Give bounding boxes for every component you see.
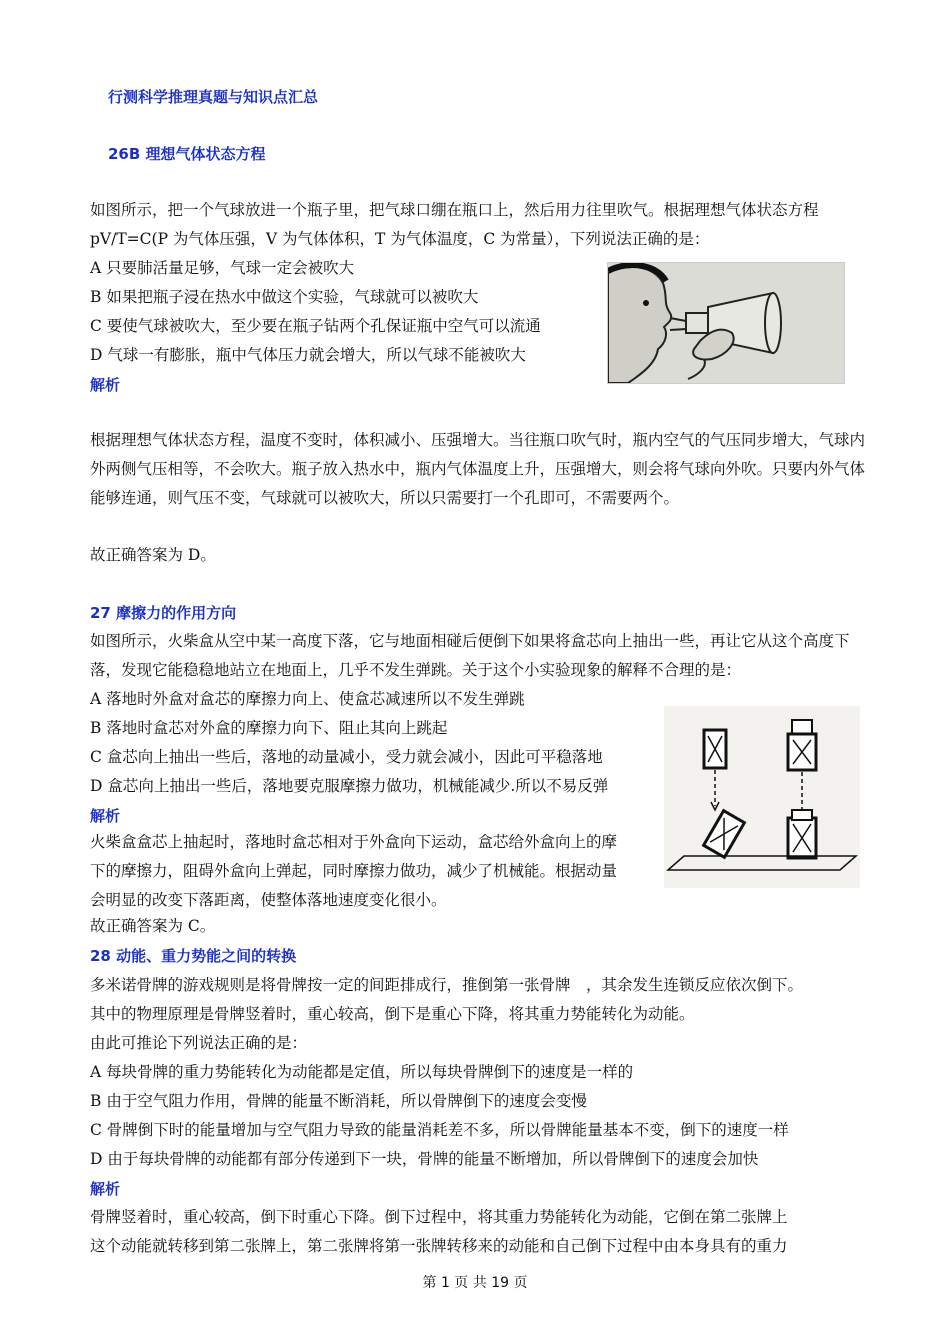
q28-analysis-line-1: 骨牌竖着时，重心较高，倒下时重心下降。倒下过程中，将其重力势能转化为动能，它倒在第二张牌上 [90, 1208, 788, 1226]
q27-analysis-line-3: 会明显的改变下落距离，使整体落地速度变化很小。 [90, 891, 447, 909]
q28-stem-line-2: 其中的物理原理是骨牌竖着时，重心较高，倒下是重心下降，将其重力势能转化为动能。 [90, 1005, 695, 1023]
q26-answer: 故正确答案为 D。 [90, 546, 216, 564]
q27-option-d: D 盒芯向上抽出一些后，落地要克服摩擦力做功，机械能减少.所以不易反弹 [90, 777, 609, 795]
q27-heading: 27 摩擦力的作用方向 [90, 604, 237, 622]
q28-option-b: B 由于空气阻力作用，骨牌的能量不断消耗，所以骨牌倒下的速度会变慢 [90, 1092, 587, 1110]
page-number: 第 1 页 共 19 页 [422, 1275, 528, 1291]
balloon-bottle-figure [607, 262, 845, 384]
q27-analysis-line-1: 火柴盒盒芯上抽起时，落地时盒芯相对于外盒向下运动，盒芯给外盒向上的摩 [90, 833, 618, 851]
balloon-bottle-illustration [608, 263, 844, 383]
document-title: 行测科学推理真题与知识点汇总 [108, 88, 319, 106]
q26-option-c: C 要使气球被吹大，至少要在瓶子钻两个孔保证瓶中空气可以流通 [90, 317, 541, 335]
q26-heading: 26B 理想气体状态方程 [108, 145, 266, 163]
matchbox-illustration [664, 706, 860, 888]
q26-option-d: D 气球一有膨胀，瓶中气体压力就会增大，所以气球不能被吹大 [90, 346, 526, 364]
q27-option-c: C 盒芯向上抽出一些后，落地的动量减小，受力就会减小，因此可平稳落地 [90, 748, 603, 766]
q28-heading: 28 动能、重力势能之间的转换 [90, 947, 297, 965]
q27-answer: 故正确答案为 C。 [90, 917, 216, 935]
matchbox-figure [664, 706, 860, 888]
q26-stem: 如图所示，把一个气球放进一个瓶子里，把气球口绷在瓶口上，然后用力往里吹气。根据理想气体状态方程 pV/T=C(P 为气体压强，V 为气体体积，T 为气体温度，C 为常量），下列说法正确的是： [90, 201, 819, 248]
q28-stem-line-1: 多米诺骨牌的游戏规则是将骨牌按一定的间距排成行，推倒第一张骨牌 ，其余发生连锁反应依次倒下。 [90, 976, 804, 994]
q26-option-b: B 如果把瓶子浸在热水中做这个实验，气球就可以被吹大 [90, 288, 479, 306]
q28-option-c: C 骨牌倒下时的能量增加与空气阻力导致的能量消耗差不多，所以骨牌能量基本不变，倒下的速度一样 [90, 1121, 789, 1139]
q27-analysis-label: 解析 [90, 807, 121, 825]
q28-analysis-line-2: 这个动能就转移到第二张牌上，第二张牌将第一张牌转移来的动能和自己倒下过程中由本身具有的重力 [90, 1237, 788, 1255]
q28-option-d: D 由于每块骨牌的动能都有部分传递到下一块，骨牌的能量不断增加，所以骨牌倒下的速度会加快 [90, 1150, 759, 1168]
q26-analysis: 根据理想气体状态方程，温度不变时，体积减小、压强增大。当往瓶口吹气时，瓶内空气的气压同步增大，气球内外两侧气压相等，不会吹大。瓶子放入热水中，瓶内气体温度上升，压强增大，则会将气球向外吹。只要内外气体能够连通，则气压不变，气球就可以被吹大，所以只需要打一个孔即可，不需要两个。 [90, 431, 866, 507]
q27-option-a: A 落地时外盒对盒芯的摩擦力向上、使盒芯减速所以不发生弹跳 [90, 690, 525, 708]
q28-option-a: A 每块骨牌的重力势能转化为动能都是定值，所以每块骨牌倒下的速度是一样的 [90, 1063, 634, 1081]
q28-analysis-label: 解析 [90, 1180, 121, 1198]
q28-stem-line-3: 由此可推论下列说法正确的是： [90, 1034, 308, 1052]
q26-analysis-label: 解析 [90, 376, 121, 394]
q26-option-a: A 只要肺活量足够，气球一定会被吹大 [90, 259, 355, 277]
q27-stem: 如图所示，火柴盒从空中某一高度下落，它与地面相碰后便倒下如果将盒芯向上抽出一些，再让它从这个高度下落，发现它能稳稳地站立在地面上，几乎不发生弹跳。关于这个小实验现象的解释不合理的是： [90, 632, 850, 679]
q27-analysis-line-2: 下的摩擦力，阻碍外盒向上弹起，同时摩擦力做功，减少了机械能。根据动量 [90, 862, 618, 880]
q27-option-b: B 落地时盒芯对外盒的摩擦力向下、阻止其向上跳起 [90, 719, 448, 737]
